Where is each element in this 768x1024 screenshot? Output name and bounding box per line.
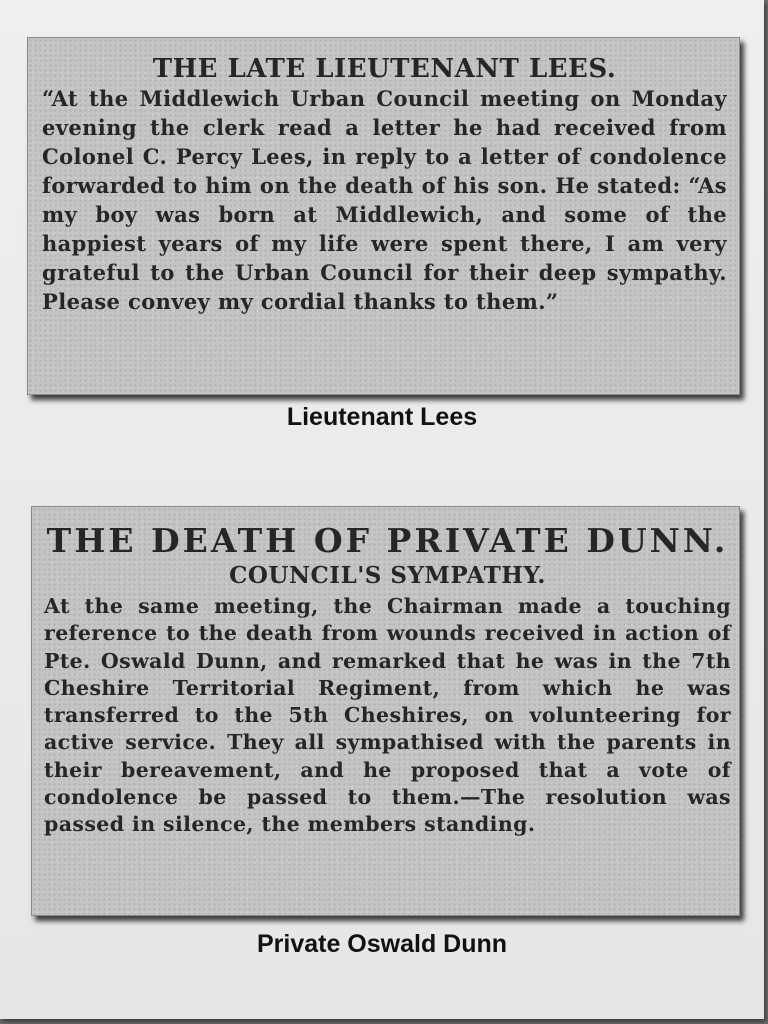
clipping-headline: THE LATE LIEUTENANT LEES. <box>152 54 617 84</box>
caption-private-dunn: Private Oswald Dunn <box>256 930 508 958</box>
newspaper-clipping-lees <box>27 37 740 395</box>
clipping-body-text: At the same meeting, the Chairman made a touching reference to the death from wounds received in action of Pte. Oswald Dunn, and remarked that he was in the 7th Cheshire Territorial Regiment, from which he was transferred to the 5th Cheshires, on volunteering for active service. They all sympathised with the parents in their bereavement, and he proposed that a vote of condolence be passed to them.—The resolution was passed in silence, the members standing. <box>44 594 731 837</box>
clipping-headline: THE DEATH OF PRIVATE DUNN. <box>46 521 729 560</box>
clipping-body-text: “At the Middlewich Urban Council meeting on Monday evening the clerk read a letter he had received from Colonel C. Percy Lees, in reply to a letter of condolence forwarded to him on the death of his son. He stated: “As my boy was born at Middlewich, and some of the happiest years of my life were spent there, I am very grateful to the Urban Council for their deep sympathy. Please convey my cordial thanks to them.” <box>42 86 727 314</box>
clipping-subheadline: COUNCIL'S SYMPATHY. <box>229 562 546 589</box>
caption-lieutenant-lees: Lieutenant Lees <box>286 403 478 431</box>
newspaper-clipping-dunn <box>31 506 740 916</box>
